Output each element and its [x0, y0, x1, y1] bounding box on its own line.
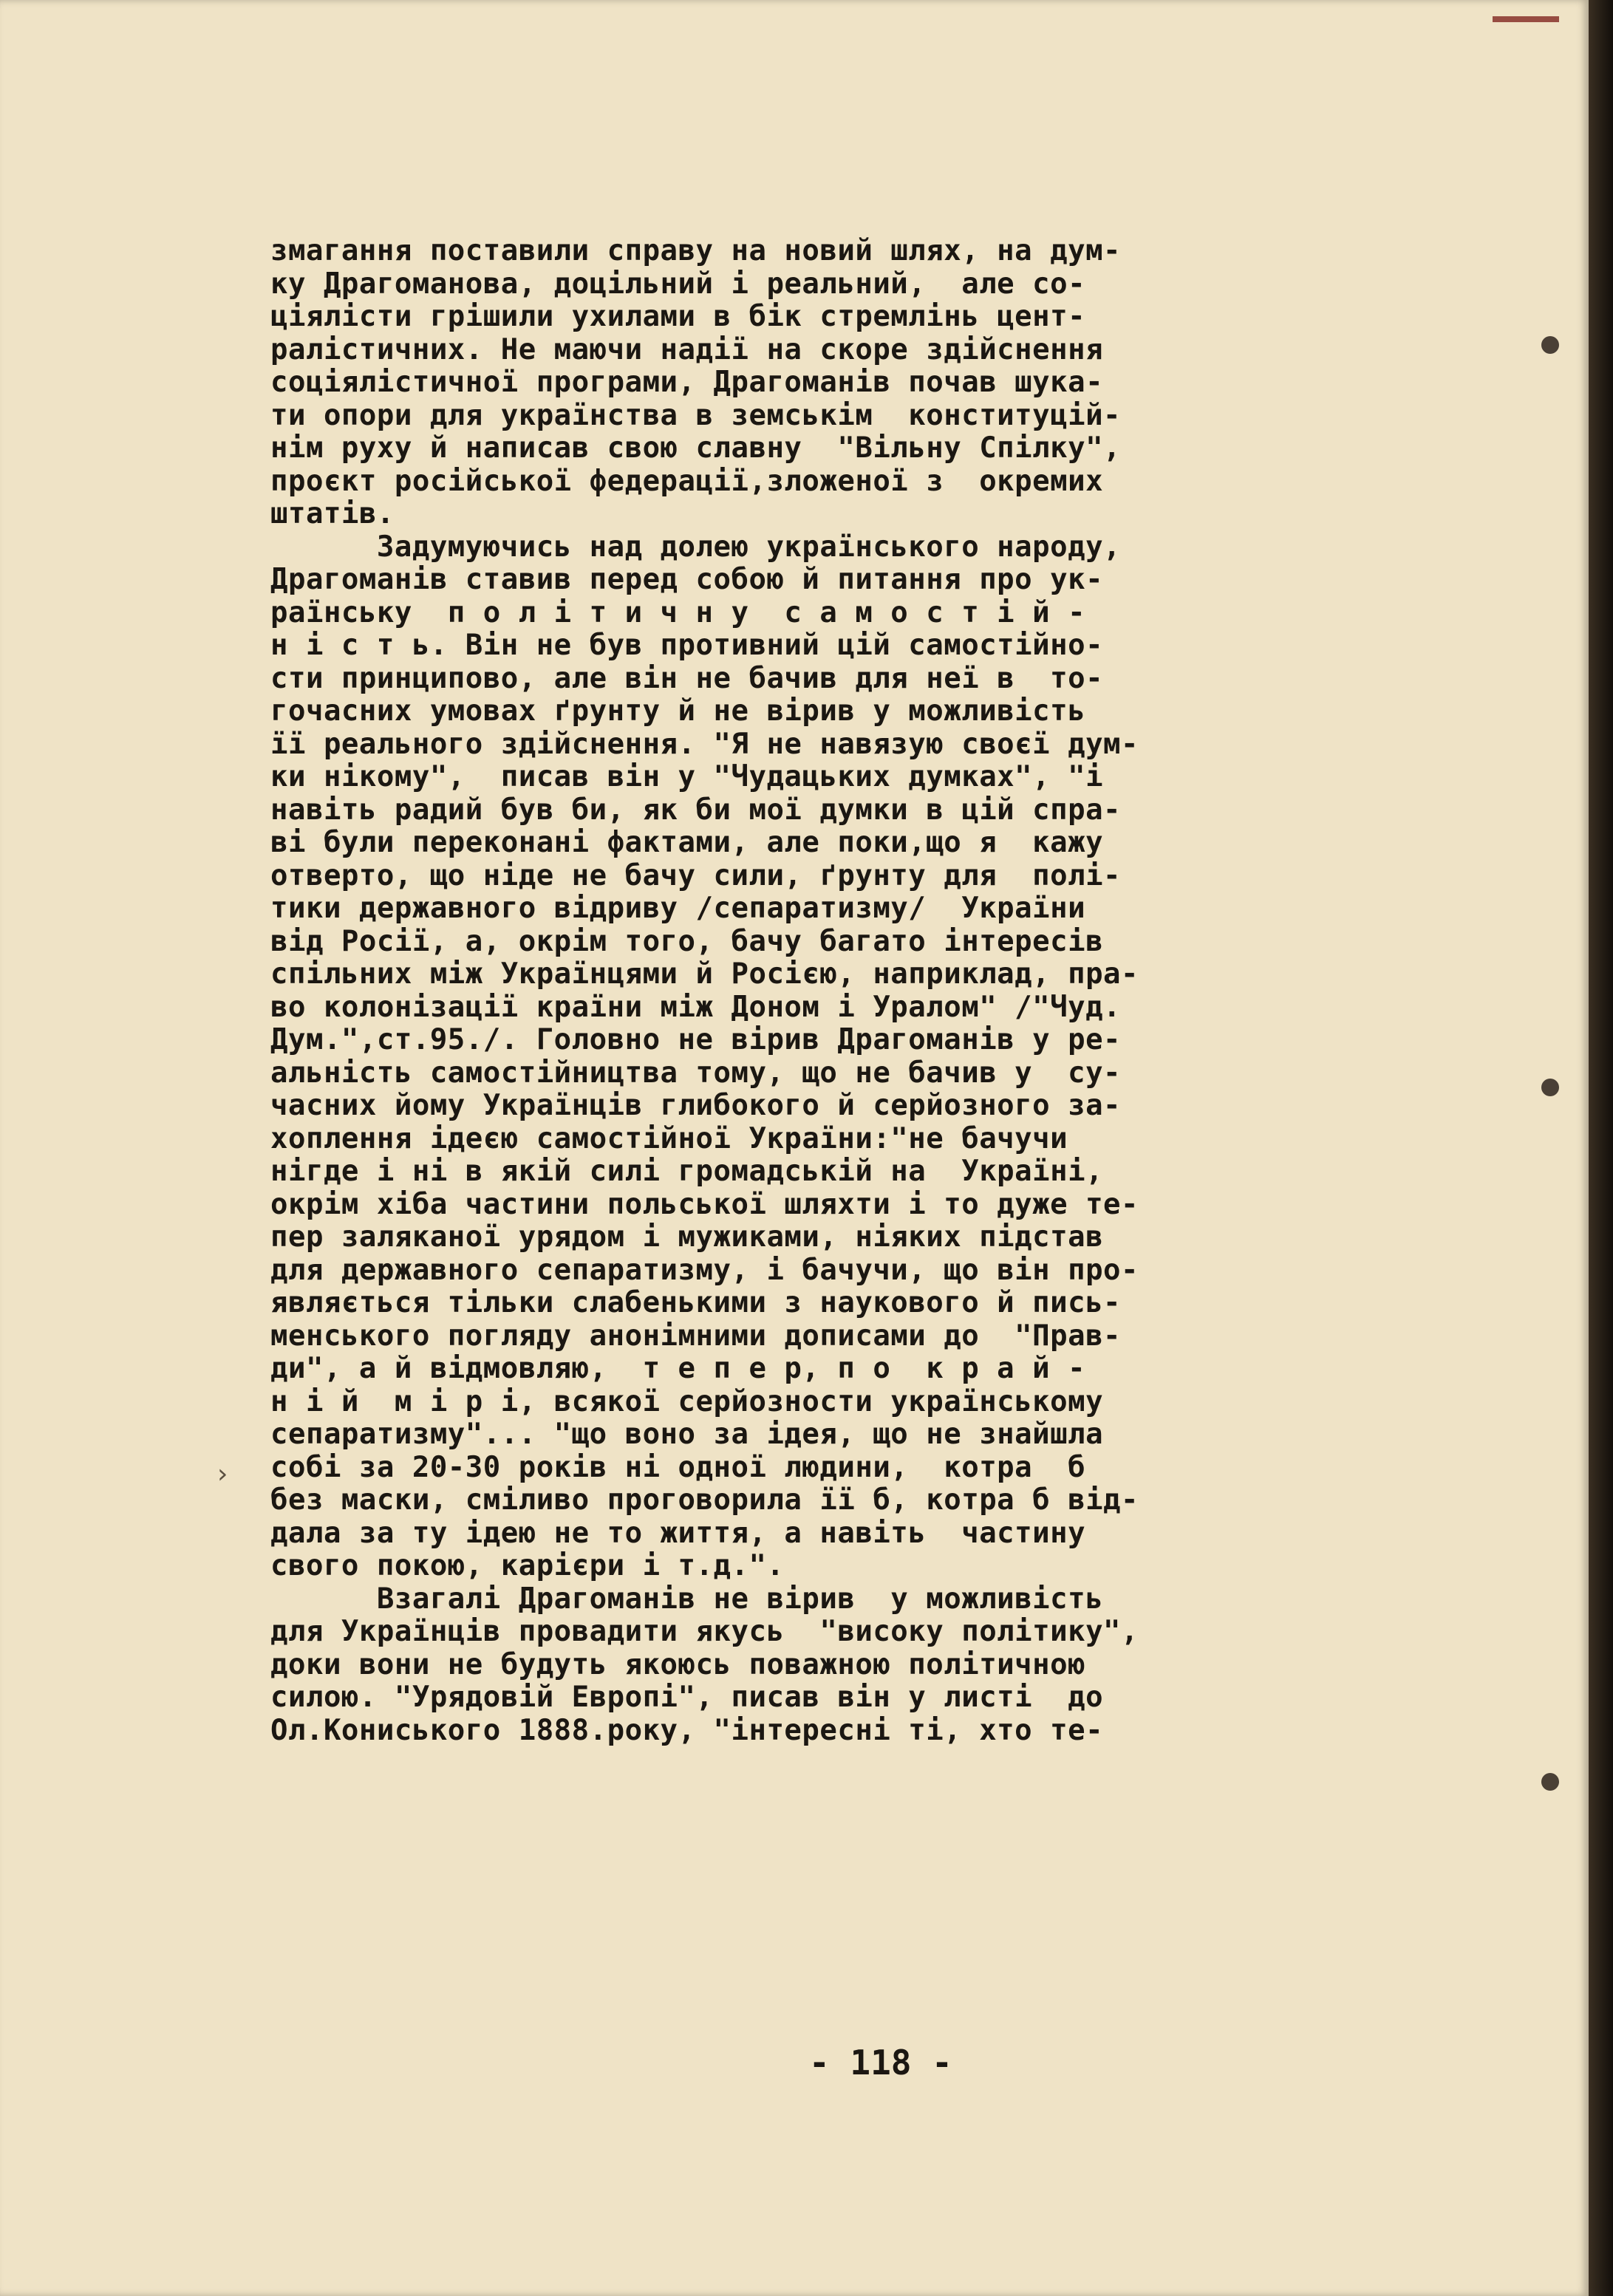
text-line: проєкт російської федерації,зложеної з окремих [270, 464, 1104, 498]
text-line: Дум.",ст.95./. Головно не вірив Драгоманів у ре- [270, 1023, 1122, 1056]
text-line: сти принципово, але він не бачив для неї в то- [270, 661, 1104, 695]
text-line: штатів. [270, 497, 395, 530]
text-line: силою. "Урядовій Европі", писав він у листі до [270, 1681, 1104, 1714]
text-line: ти опори для українства в земськім конституцій- [270, 398, 1122, 432]
text-line: ві були переконані фактами, але поки,що я кажу [270, 826, 1104, 859]
text-line: від Росії, а, окрім того, бачу багато інтересів [270, 924, 1104, 958]
corner-stamp-mark [1493, 16, 1559, 22]
binding-hole [1541, 1773, 1559, 1791]
text-line: ки нікому", писав він у "Чудацьких думках", "і [270, 760, 1104, 793]
text-line: пер заляканої урядом і мужиками, ніяких підстав [270, 1220, 1104, 1254]
text-line: без маски, сміливо проговорила її б, котра б від- [270, 1483, 1139, 1517]
text-line: Ол.Кониського 1888.року, "інтересні ті, хто те- [270, 1713, 1104, 1747]
text-line: Взагалі Драгоманів не вірив у можливість [270, 1582, 1104, 1616]
text-line: Драгоманів ставив перед собою й питання про ук- [270, 563, 1104, 596]
text-line: соціялістичної програми, Драгоманів почав шука- [270, 366, 1104, 399]
text-line: часних йому Українців глибокого й серйозного за- [270, 1089, 1122, 1122]
text-line: ціялісти грішили ухилами в бік стремлінь цент- [270, 300, 1086, 333]
text-line: для Українців провадити якусь "високу політику", [270, 1615, 1139, 1648]
text-line: альність самостійництва тому, що не бачив у су- [270, 1056, 1122, 1090]
text-line: во колонізації країни між Доном і Уралом" /"Чуд. [270, 990, 1122, 1024]
text-line: змагання поставили справу на новий шлях, на дум- [270, 234, 1122, 267]
text-line: нім руху й написав свою славну "Вільну Спілку", [270, 431, 1122, 465]
binding-hole [1541, 1079, 1559, 1096]
text-line: хоплення ідеєю самостійної України:"не бачучи [270, 1121, 1068, 1155]
text-line: сепаратизму"... "що воно за ідея, що не знайшла [270, 1418, 1104, 1451]
text-line: нігде і ні в якій силі громадській на Україні, [270, 1155, 1104, 1188]
text-line: отверто, що ніде не бачу сили, ґрунту для полі- [270, 858, 1122, 892]
text-line: спільних між Українцями й Росією, наприклад, пра- [270, 957, 1139, 991]
text-line: менського погляду анонімними дописами до "Прав- [270, 1319, 1122, 1353]
binding-edge [1589, 0, 1613, 2296]
text-line: н і й м і р і, всякої серйозности українському [270, 1384, 1104, 1418]
body-text [270, 235, 1453, 1747]
text-line: дала за ту ідею не то життя, а навіть частину [270, 1516, 1086, 1550]
text-line: свого покою, карієри і т.д.". [270, 1549, 785, 1582]
text-line: доки вони не будуть якоюсь поважною політичною [270, 1647, 1086, 1681]
text-line: раїнську п о л і т и ч н у с а м о с т і й - [270, 595, 1086, 629]
text-line: навіть радий був би, як би мої думки в цій спра- [270, 793, 1122, 827]
text-line: для державного сепаратизму, і бачучи, що він про- [270, 1253, 1139, 1287]
text-line: тики державного відриву /сепаратизму/ України [270, 892, 1086, 925]
text-line: н і с т ь. Він не був противний цій самостійно- [270, 629, 1104, 662]
binding-hole [1541, 336, 1559, 354]
text-line: гочасних умовах ґрунту й не вірив у можливість [270, 694, 1086, 728]
text-line: ралістичних. Не маючи надії на скоре здійснення [270, 332, 1104, 366]
text-line: собі за 20-30 років ні одної людини, котра б [270, 1450, 1086, 1484]
page-number: - 118 - [809, 2043, 952, 2083]
margin-pencil-mark: › [214, 1459, 231, 1489]
text-line: ку Драгоманова, доцільний і реальний, але со- [270, 267, 1086, 301]
text-line: окрім хіба частини польської шляхти і то дуже те- [270, 1187, 1139, 1221]
text-line: являється тільки слабенькими з наукового й пись- [270, 1286, 1122, 1319]
text-line: ди", а й відмовляю, т е п е р, п о к р а й - [270, 1352, 1086, 1385]
text-line: Задумуючись над долею українського народу, [270, 530, 1122, 564]
text-line: її реального здійснення. "Я не навязую своєї дум- [270, 727, 1139, 761]
